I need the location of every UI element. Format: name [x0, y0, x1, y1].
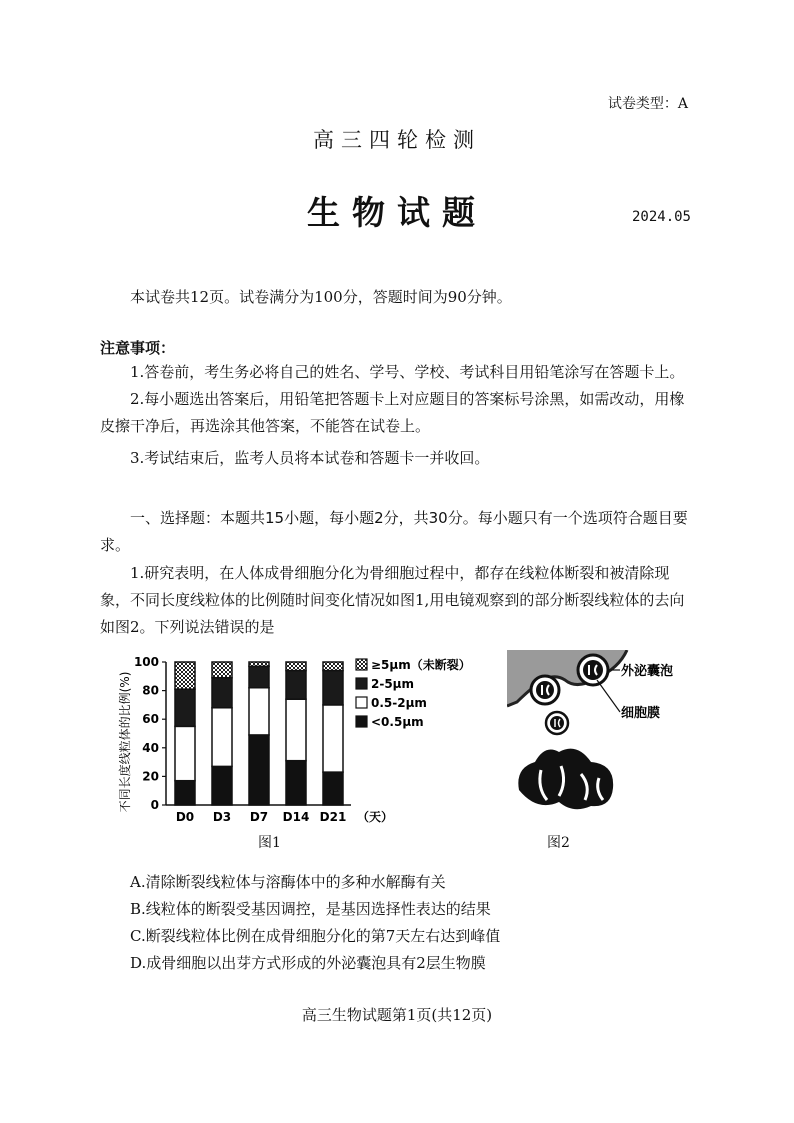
figure-1-chart: [113, 647, 488, 827]
bar-segment-d3-s3: [212, 662, 232, 678]
released-vesicle: [546, 712, 568, 734]
bar-segment-d21-s0: [323, 772, 343, 805]
vesicle-mitochondrion-1: [578, 655, 608, 685]
page-footer: 高三生物试题第1页(共12页): [301, 1006, 493, 1024]
section-1-heading: 一、选择题：本题共15小题，每小题2分，共30分。每小题只有一个选项符合题目要求。: [100, 509, 688, 554]
vesicle-mitochondrion-2: [531, 676, 559, 704]
bar-segment-d7-s2: [249, 666, 269, 687]
notice-title: 注意事项：: [100, 339, 176, 357]
bar-segment-d0-s2: [175, 689, 195, 726]
paper-type-label: 试卷类型：A: [607, 96, 688, 112]
figure-1-caption: 图1: [258, 835, 281, 851]
bar-segment-d21-s3: [323, 662, 343, 671]
chart-x-axis-label: （天）: [357, 810, 394, 824]
bar-segment-d7-s1: [249, 688, 269, 735]
bar-segment-d7-s0: [249, 735, 269, 805]
subject-title: 生物试题: [307, 193, 487, 232]
option-d: D.成骨细胞以出芽方式形成的外泌囊泡具有2层生物膜: [130, 954, 486, 972]
x-tick-label: D7: [249, 810, 269, 824]
legend-label: 2-5μm: [371, 677, 415, 691]
option-b: B.线粒体的断裂受基因调控，是基因选择性表达的结果: [130, 900, 491, 918]
y-tick-label: 80: [142, 683, 159, 698]
x-tick-label: D0: [175, 810, 195, 824]
x-tick-label: D3: [212, 810, 232, 824]
option-a: A.清除断裂线粒体与溶酶体中的多种水解酶有关: [130, 873, 446, 891]
legend-label: <0.5μm: [371, 715, 424, 729]
bar-segment-d21-s2: [323, 671, 343, 705]
notice-item-2: 2.每小题选出答案后，用铅笔把答题卡上对应题目的答案标号涂黑，如需改动，用橡皮擦干净后，再选涂其他答案，不能答在试卷上。: [100, 390, 685, 435]
chart-y-axis-label: 不同长度线粒体的比例(%): [118, 671, 132, 813]
bar-segment-d14-s0: [286, 761, 306, 805]
y-tick-label: 60: [142, 712, 159, 727]
exam-title: 高三四轮检测: [313, 128, 481, 152]
figure-2-caption: 图2: [547, 835, 570, 851]
y-tick-label: 20: [142, 769, 159, 784]
bar-segment-d0-s0: [175, 781, 195, 805]
bar-segment-d14-s1: [286, 699, 306, 760]
question-1-stem: 1.研究表明，在人体成骨细胞分化为骨细胞过程中，都存在线粒体断裂和被清除现象，不同长度线粒体的比例随时间变化情况如图1,用电镜观察到的部分断裂线粒体的去向如图2。下列说法错误的是: [100, 564, 685, 636]
bar-segment-d14-s2: [286, 671, 306, 700]
x-tick-label: D21: [319, 810, 347, 824]
bar-segment-d21-s1: [323, 705, 343, 772]
y-tick-label: 40: [142, 740, 159, 755]
exam-date: 2024.05: [631, 209, 691, 225]
label-exosome: 外泌囊泡: [621, 664, 674, 679]
notice-item-3: 3.考试结束后，监考人员将本试卷和答题卡一并收回。: [130, 449, 490, 467]
bar-segment-d3-s0: [212, 766, 232, 805]
label-cell-membrane: 细胞膜: [621, 706, 661, 721]
figure-2-diagram: [507, 650, 697, 825]
legend-swatch: [356, 716, 367, 727]
legend-label: 0.5-2μm: [371, 696, 427, 710]
x-tick-label: D14: [282, 810, 310, 824]
notice-item-1: 1.答卷前，考生务必将自己的姓名、学号、学校、考试科目用铅笔涂写在答题卡上。: [130, 363, 685, 381]
bar-segment-d14-s3: [286, 662, 306, 671]
bar-segment-d0-s3: [175, 662, 195, 689]
legend-label: ≥5μm（未断裂）: [371, 658, 471, 672]
exam-intro: 本试卷共12页。试卷满分为100分，答题时间为90分钟。: [130, 288, 512, 306]
y-tick-label: 0: [150, 798, 159, 812]
legend-swatch: [356, 697, 367, 708]
legend-swatch: [356, 678, 367, 689]
option-c: C.断裂线粒体比例在成骨细胞分化的第7天左右达到峰值: [130, 927, 501, 945]
pointer-membrane: [597, 680, 620, 712]
bar-segment-d7-s3: [249, 662, 269, 666]
legend-swatch: [356, 659, 367, 670]
bar-segment-d3-s1: [212, 708, 232, 767]
fragmented-mitochondria: [518, 749, 613, 810]
bar-segment-d3-s2: [212, 678, 232, 708]
bar-segment-d0-s1: [175, 726, 195, 780]
y-tick-label: 100: [133, 655, 159, 669]
